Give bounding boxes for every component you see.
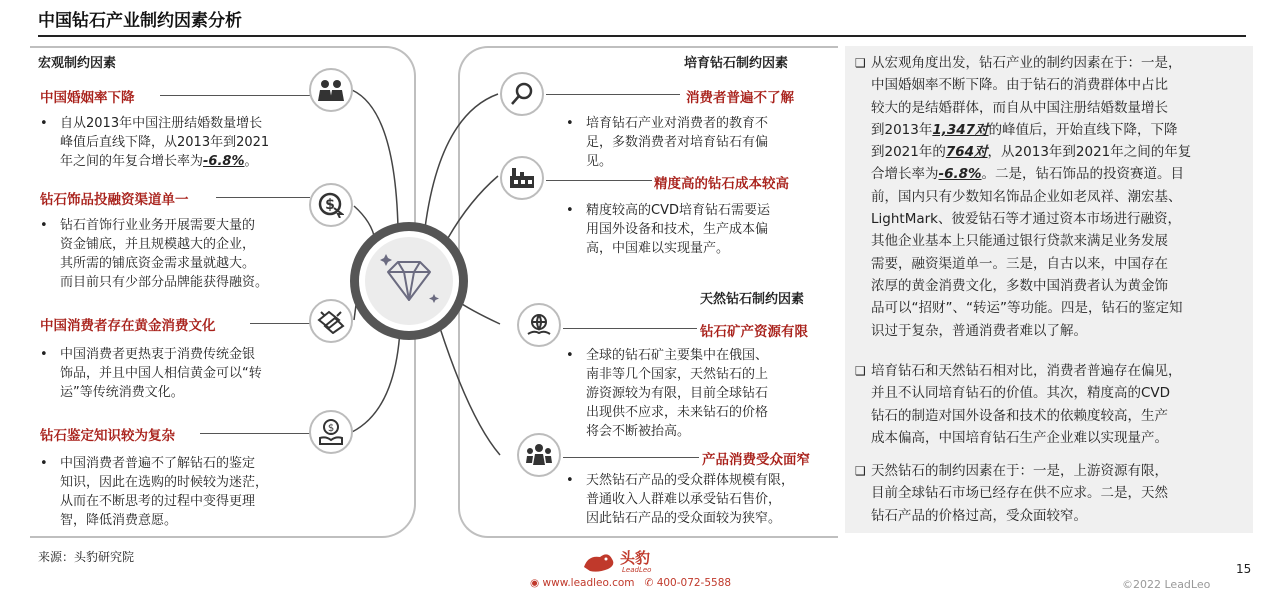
factory-icon <box>508 166 536 190</box>
phone-number: 400-072-5588 <box>656 577 732 589</box>
copyright: ©2022 LeadLeo <box>1122 578 1211 591</box>
dollar-click-icon <box>318 192 344 218</box>
square-bullet-icon: ❑ <box>855 464 866 478</box>
couple-icon <box>317 78 345 102</box>
factor-title-gold: 中国消费者存在黄金消费文化 <box>40 318 216 334</box>
globe-icon-wrap <box>517 303 561 347</box>
couple-icon-wrap <box>309 68 353 112</box>
page-title: 中国钻石产业制约因素分析 <box>38 11 242 31</box>
globe-hand-icon <box>526 312 552 338</box>
leadleo-logo <box>578 547 702 575</box>
factor-underline <box>563 457 699 458</box>
website-link[interactable]: www.leadleo.com <box>542 577 635 589</box>
factor-title-appraisal: 钻石鉴定知识较为复杂 <box>40 428 175 444</box>
square-bullet-icon: ❑ <box>855 364 866 378</box>
appraisal-icon-wrap <box>309 410 353 454</box>
gold-icon-wrap <box>309 299 353 343</box>
factor-title-audience: 产品消费受众面窄 <box>702 452 810 468</box>
factor-bullet-financing: • 钻石首饰行业业务开展需要大量的 资金铺底，并且规模越大的企业， 其所需的铺底资金需求量就越大。 而目前只有少部分品牌能获得融资。 <box>40 218 269 290</box>
factor-title-awareness: 消费者普遍不了解 <box>686 90 794 106</box>
hand-coin-icon <box>318 418 344 446</box>
peak-marriages: 1,347对 <box>932 121 989 138</box>
web-icon: ◉ <box>530 577 540 589</box>
svg-text:$: $ <box>327 423 335 434</box>
source-note: 来源：头豹研究院 <box>38 550 135 564</box>
factor-bullet-audience: • 天然钻石产品的受众群体规模有限， 普通收入人群难以承受钻石售价， 因此钻石产品的受众面较为狭窄。 <box>566 473 795 526</box>
factor-bullet-appraisal: • 中国消费者普遍不了解钻石的鉴定 知识，因此在选购的时候较为迷茫， 从而在不断思考的过程中变得更理 智，降低消费意愿。 <box>40 456 269 528</box>
factor-underline <box>563 328 697 329</box>
macro-heading: 宏观制约因素 <box>38 56 117 71</box>
factor-title-resources: 钻石矿产资源有限 <box>700 324 808 340</box>
factor-underline <box>160 95 310 96</box>
factor-bullet-resources: • 全球的钻石矿主要集中在俄国、 南非等几个国家，天然钻石的上 游资源较为有限，目前全球钻石 出现供不应求，未来钻石的价格 将会不断被抬高。 <box>566 348 769 439</box>
factor-underline <box>200 433 310 434</box>
cagr-value: -6.8% <box>938 166 982 183</box>
gold-bars-icon <box>317 308 345 334</box>
marriages-2021: 764对 <box>945 144 988 161</box>
marriage-rate: -6.8% <box>203 154 245 169</box>
factor-bullet-awareness: • 培育钻石产业对消费者的教育不 足，多数消费者对培育钻石有偏 见。 <box>566 116 769 169</box>
factor-underline <box>546 180 652 181</box>
cultured-heading: 培育钻石制约因素 <box>684 56 789 71</box>
audience-icon-wrap <box>517 433 561 477</box>
factor-bullet-cost: • 精度较高的CVD培育钻石需要运 用国外设备和技术，生产成本偏 高，中国难以实现量产。 <box>566 203 770 256</box>
page-number: 15 <box>1236 562 1252 576</box>
factor-underline <box>250 323 310 324</box>
factor-underline <box>216 197 310 198</box>
bullet-dot: • <box>40 116 48 131</box>
logo-cn: 头豹 <box>620 549 651 567</box>
contact-line <box>530 577 731 589</box>
search-icon-wrap <box>500 72 544 116</box>
factor-title-marriage: 中国婚姻率下降 <box>40 90 135 106</box>
factor-bullet-marriage: • 自从2013年中国注册结婚数量增长 峰值后直线下降，从2013年到2021 年之间的年复合增长率为-6.8%。 <box>40 116 270 169</box>
factor-title-financing: 钻石饰品投融资渠道单一 <box>40 192 189 208</box>
square-bullet-icon: ❑ <box>855 56 866 70</box>
factor-title-cost: 精度高的钻石成本较高 <box>654 176 789 192</box>
people-group-icon <box>525 443 553 467</box>
phone-icon: ✆ <box>644 577 654 589</box>
magnifier-icon <box>509 81 535 107</box>
logo-en: LeadLeo <box>622 566 652 574</box>
diamond-icon <box>374 246 444 316</box>
summary-panel: ❑ 从宏观角度出发，钻石产业的制约因素在于：一是， 中国婚姻率不断下降。由于钻石的消费群体中占比 较大的是结婚群体，而自从中国注册结婚数量增长 到2013年1,347对的峰值后，开始直线下降，下降 到2021年的764对，从2013年到2021年之间的年复 合增长率为-6.8%。二是，钻石饰品的投资赛道。目 前，国内只有少数知名饰品企业如老凤祥、潮宏基、 LightMark、彼爱钻石等才通过资本市场进行融资， 其他企业基本上只能通过银行贷款来满足业务发展 需要，融资渠道单一。三是，自古以来，中国存在 浓厚的黄金消费文化，多数中国消费者认为黄金饰 品可以“招财”、“转运”等功能。四是，钻石的鉴定知 识过于复杂，普通消费者难以了解。 ❑ 培育钻石和天然钻石相对比，消费者普遍存在偏见， 并且不认同培育钻石的价值。其次，精度高的CVD 钻石的制造对国外设备和技术的依赖度较高，生产 成本偏高，中国培育钻石生产企业难以实现量产。 ❑ 天然钻石的制约因素在于：一是，上游资源有限， 目前全球钻石市场已经存在供不应求。二是，天然 钻石产品的价格过高，受众面较窄。 <box>845 46 1253 533</box>
factor-underline <box>546 94 680 95</box>
svg-text:$: $ <box>325 197 335 213</box>
factory-icon-wrap <box>500 156 544 200</box>
natural-heading: 天然钻石制约因素 <box>700 292 805 307</box>
factor-bullet-gold: • 中国消费者更热衷于消费传统金银 饰品，并且中国人相信黄金可以“转 运”等传统消费文化。 <box>40 347 262 400</box>
